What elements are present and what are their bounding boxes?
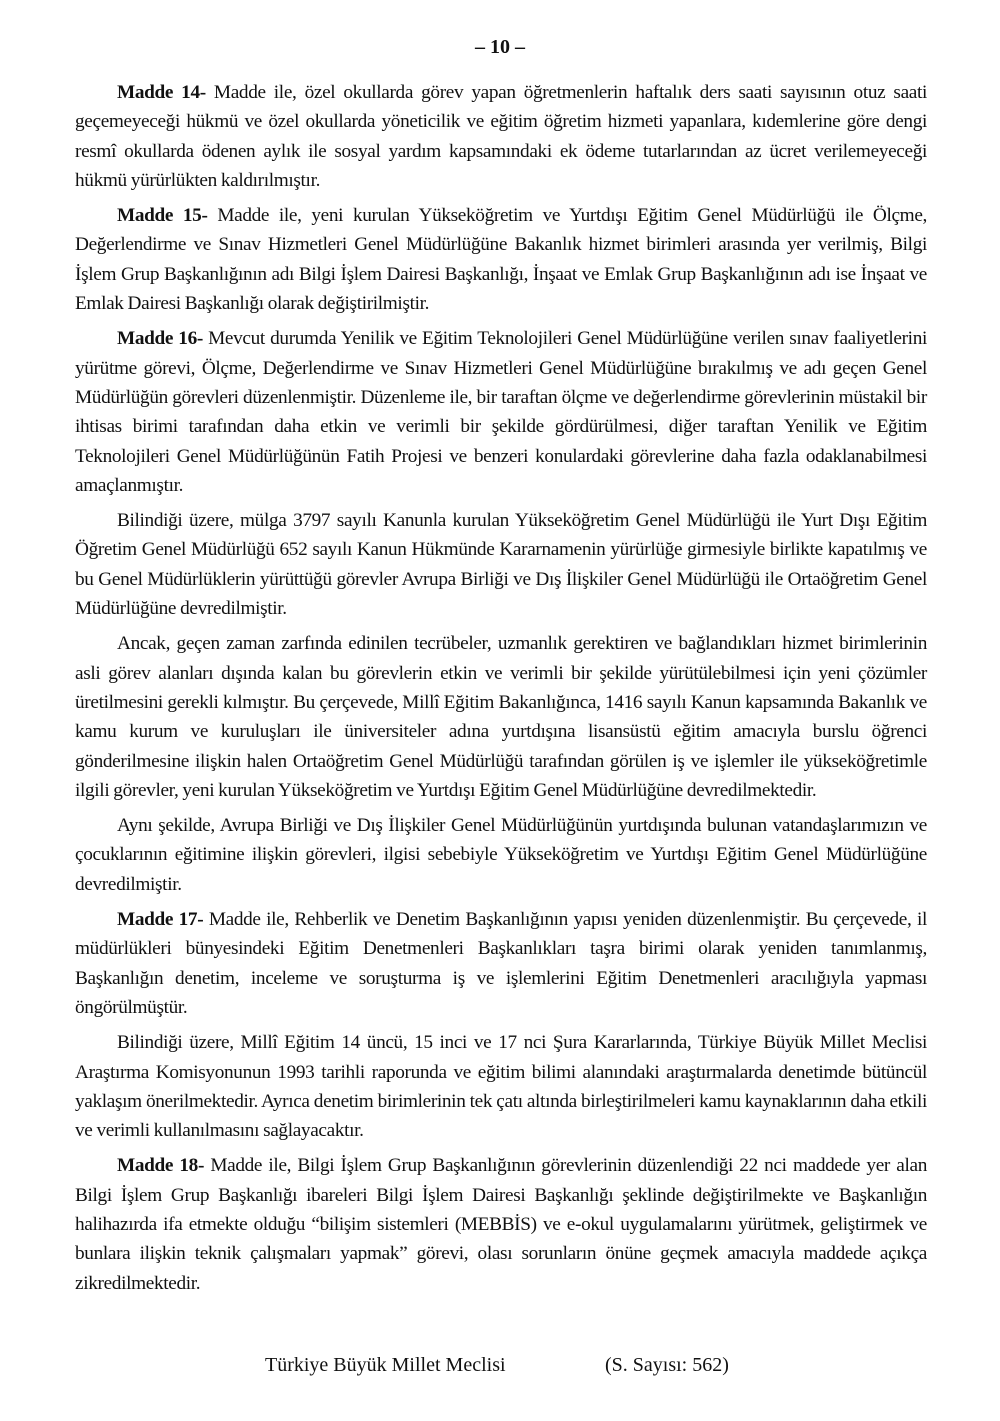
page-number: – 10 – — [475, 36, 525, 58]
article-heading: Madde 17- — [117, 909, 204, 931]
article-heading: Madde 18- — [117, 1155, 205, 1177]
paragraph-text: Madde ile, Rehberlik ve Denetim Başkanlığının yapısı yeniden düzenlenmiştir. Bu çerçevede, il müdürlükleri bünyesindeki Eğitim Denetmenleri Başkanlıkları taşra birimi olarak yeniden tanımlanmış, Başkanlığın denetim, inceleme ve soruşturma iş ve işlemlerini Eğitim Denetmenleri aracılığıyla yapması öngörülmüştür. — [75, 909, 927, 1018]
article-heading: Madde 14- — [117, 82, 206, 103]
paragraph-madde-16 — [75, 324, 927, 500]
document-body — [75, 78, 927, 1304]
paragraph-text: Madde ile, Bilgi İşlem Grup Başkanlığının görevlerinin düzenlendiği 22 nci maddede yer alan Bilgi İşlem Grup Başkanlığı ibareleri Bilgi İşlem Dairesi Başkanlığı şeklinde değiştirilmekte ve Başkanlığın halihazırda ifa etmekte olduğu “bilişim sistemleri (MEBBİS) ve e-okul uygulamalarını yürütmek, geliştirmek ve bunlara ilişkin teknik çalışmaları yapmak” görevi, olası sorunların önüne geçmek amacıyla maddede açıkça zikredilmektedir. — [75, 1155, 927, 1294]
paragraph-text: Madde ile, özel okullarda görev yapan öğretmenlerin haftalık ders saati sayısının otuz saati geçemeyeceği hükmü ve özel okullarda yöneticilik ve eğitim öğretim hizmeti yapanlara, kıdemlerine göre dengi resmî okullarda ödenen aylık ile sosyal yardım kapsamındaki ek ödeme tutarlarından az ücret verilemeyeceği hükmü yürürlükten kaldırılmıştır. — [75, 82, 928, 191]
paragraph — [75, 811, 927, 899]
paragraph — [75, 629, 927, 805]
paragraph-text: Bilindiği üzere, mülga 3797 sayılı Kanunla kurulan Yükseköğretim Genel Müdürlüğü ile Yurt Dışı Eğitim Öğretim Genel Müdürlüğü 652 sayılı Kanun Hükmünde Kararnamenin yürürlüğe girmesiyle birlikte kapatılmış ve bu Genel Müdürlüklerin yürüttüğü görevler Avrupa Birliği ve Dış İlişkiler Genel Müdürlüğü ile Ortaöğretim Genel Müdürlüğüne devredilmiştir. — [75, 510, 927, 620]
article-heading: Madde 16- — [117, 328, 203, 350]
paragraph-madde-17 — [75, 905, 927, 1022]
paragraph-text: Ancak, geçen zaman zarfında edinilen tecrübeler, uzmanlık gerektiren ve bağlandıkları hizmet birimlerinin asli görev alanları dışında kalan bu görevlerin etkin ve verimli bir şekilde yürütülebilmesi için yeni çözümler üretilmesini gerekli kılmıştır. Bu çerçevede, Millî Eğitim Bakanlığınca, 1416 sayılı Kanun kapsamında Bakanlık ve kamu kurum ve kuruluşları ile üniversiteler adına yurtdışına lisansüstü eğitim amacıyla burslu öğrenci gönderilmesine ilişkin halen Ortaöğretim Genel Müdürlüğü tarafından görülen iş ve işlemler ile yükseköğretimle ilgili görevler, yeni kurulan Yükseköğretim ve Yurtdışı Eğitim Genel Müdürlüğüne devredilmektedir. — [75, 633, 927, 801]
paragraph-madde-18 — [75, 1151, 927, 1297]
paragraph — [75, 506, 927, 623]
paragraph-text: Bilindiği üzere, Millî Eğitim 14 üncü, 15 inci ve 17 nci Şura Kararlarında, Türkiye Büyük Millet Meclisi Araştırma Komisyonunun 1993 tarihli raporunda ve eğitim bilimi alanındaki araştırmalarda denetimde bütüncül yaklaşım önerilmektedir. Ayrıca denetim birimlerinin tek çatı altında birleştirilmeleri kamu kaynaklarının daha etkili ve verimli kullanılmasını sağlayacaktır. — [75, 1032, 927, 1142]
article-heading: Madde 15- — [117, 205, 208, 227]
paragraph-madde-15 — [75, 201, 927, 318]
paragraph-text: Aynı şekilde, Avrupa Birliği ve Dış İlişkiler Genel Müdürlüğünün yurtdışında bulunan vatandaşlarımızın ve çocuklarının eğitimine ilişkin görevleri, ilgisi sebebiyle Yükseköğretim ve Yurtdışı Eğitim Genel Müdürlüğüne devredilmiştir. — [75, 815, 927, 895]
paragraph-madde-14 — [75, 78, 927, 195]
footer-issue-number: (S. Sayısı: 562) — [605, 1354, 729, 1376]
paragraph-text: Mevcut durumda Yenilik ve Eğitim Teknolojileri Genel Müdürlüğüne verilen sınav faaliyetlerini yürütme görevi, Ölçme, Değerlendirme ve Sınav Hizmetleri Genel Müdürlüğüne bırakılmış ve adı geçen Genel Müdürlüğün görevleri düzenlenmiştir. Düzenleme ile, bir taraftan ölçme ve değerlendirme görevlerinin müstakil bir ihtisas birimi tarafından daha etkin ve verimli bir şekilde gördürülmesi, diğer taraftan Yenilik ve Eğitim Teknolojileri Genel Müdürlüğünün Fatih Projesi ve benzeri konulardaki görevlerine daha fazla odaklanabilmesi amaçlanmıştır. — [75, 328, 927, 496]
footer-institution: Türkiye Büyük Millet Meclisi — [265, 1354, 506, 1376]
paragraph-text: Madde ile, yeni kurulan Yükseköğretim ve Yurtdışı Eğitim Genel Müdürlüğü ile Ölçme, Değerlendirme ve Sınav Hizmetleri Genel Müdürlüğüne Bakanlık hizmet birimleri arasında yer verilmiş, Bilgi İşlem Grup Başkanlığının adı Bilgi İşlem Dairesi Başkanlığı, İnşaat ve Emlak Grup Başkanlığının adı ise İnşaat ve Emlak Dairesi Başkanlığı olarak değiştirilmiştir. — [75, 205, 927, 315]
paragraph — [75, 1028, 927, 1145]
